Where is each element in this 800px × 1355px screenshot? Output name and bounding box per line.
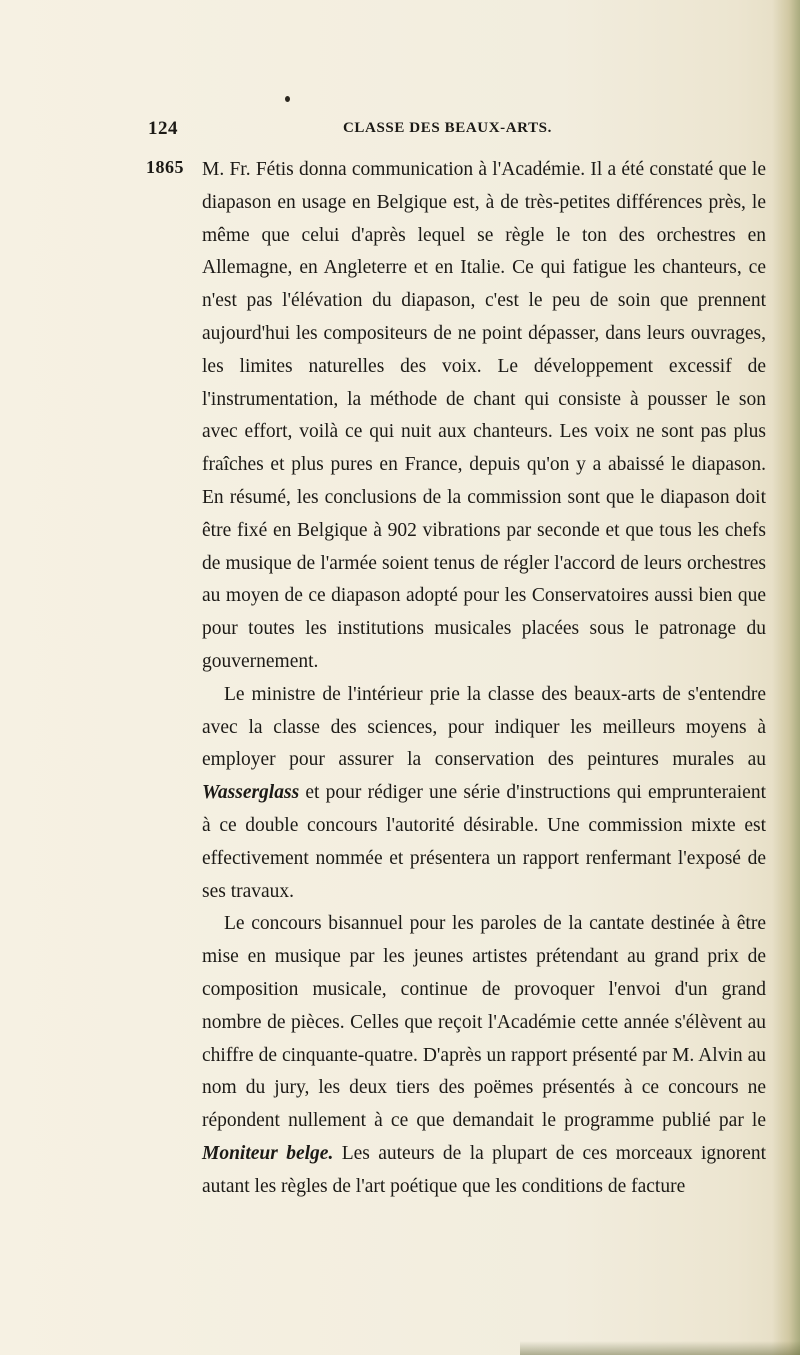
paragraph-3-italic: Moniteur belge. xyxy=(202,1142,334,1164)
page-bottom-shadow xyxy=(520,1341,800,1355)
paragraph-2-after: et pour rédiger une série d'instructions qui emprunteraient à ce double concours l'autorité désirable. Une commission mixte est effectivement nommée et présentera un rapport renfermant l'exposé de ses travaux. xyxy=(202,782,766,902)
page-edge-shadow xyxy=(772,0,800,1355)
body-text xyxy=(202,154,766,1204)
page-header xyxy=(148,118,768,142)
margin-year: 1865 xyxy=(146,157,184,177)
paragraph-3-after: Les auteurs de la plupart de ces morceaux ignorent autant les règles de l'art poétique que les conditions de facture xyxy=(202,1142,767,1197)
running-head: CLASSE DES BEAUX-ARTS. xyxy=(343,120,552,136)
paragraph-2 xyxy=(202,679,766,909)
paragraph-2-italic: Wasserglass xyxy=(202,782,300,804)
paragraph-1: M. Fr. Fétis donna communication à l'Académie. Il a été constaté que le diapason en usage en Belgique est, à de très-petites différences près, le même que celui d'après lequel se règle le ton des orchestres en Allemagne, en Angleterre et en Italie. Ce qui fatigue les chanteurs, ce n'est pas l'élévation du diapason, c'est le peu de soin que prennent aujourd'hui les compositeurs de ne point dépasser, dans leurs ouvrages, les limites naturelles des voix. Le développement excessif de l'instrumentation, la méthode de chant qui consiste à pousser le son avec effort, voilà ce qui nuit aux chanteurs. Les voix ne sont pas plus fraîches et plus pures en France, depuis qu'on y a abaissé le diapason. En résumé, les conclusions de la commission sont que le diapason doit être fixé en Belgique à 902 vibrations par seconde et que tous les chefs de musique de l'armée soient tenus de régler l'accord de leurs orchestres au moyen de ce diapason adopté pour les Conservatoires aussi bien que pour toutes les institutions musicales placées sous le patronage du gouvernement. xyxy=(202,159,766,672)
paragraph-2-before: Le ministre de l'intérieur prie la classe des beaux-arts de s'entendre avec la classe des sciences, pour indiquer les meilleurs moyens à employer pour assurer la conservation des peintures murales au xyxy=(202,683,766,771)
paragraph-3 xyxy=(202,908,766,1203)
page-number: 124 xyxy=(148,118,178,139)
ink-dot xyxy=(285,96,290,102)
paragraph-3-before: Le concours bisannuel pour les paroles de la cantate destinée à être mise en musique par les jeunes artistes prétendant au grand prix de composition musicale, continue de provoquer l'envoi d'un grand nombre de pièces. Celles que reçoit l'Académie cette année s'élèvent au chiffre de cinquante-quatre. D'après un rapport présenté par M. Alvin au nom du jury, les deux tiers des poëmes présentés à ce concours ne répondent nullement à ce que demandait le programme publié par le xyxy=(202,913,766,1132)
